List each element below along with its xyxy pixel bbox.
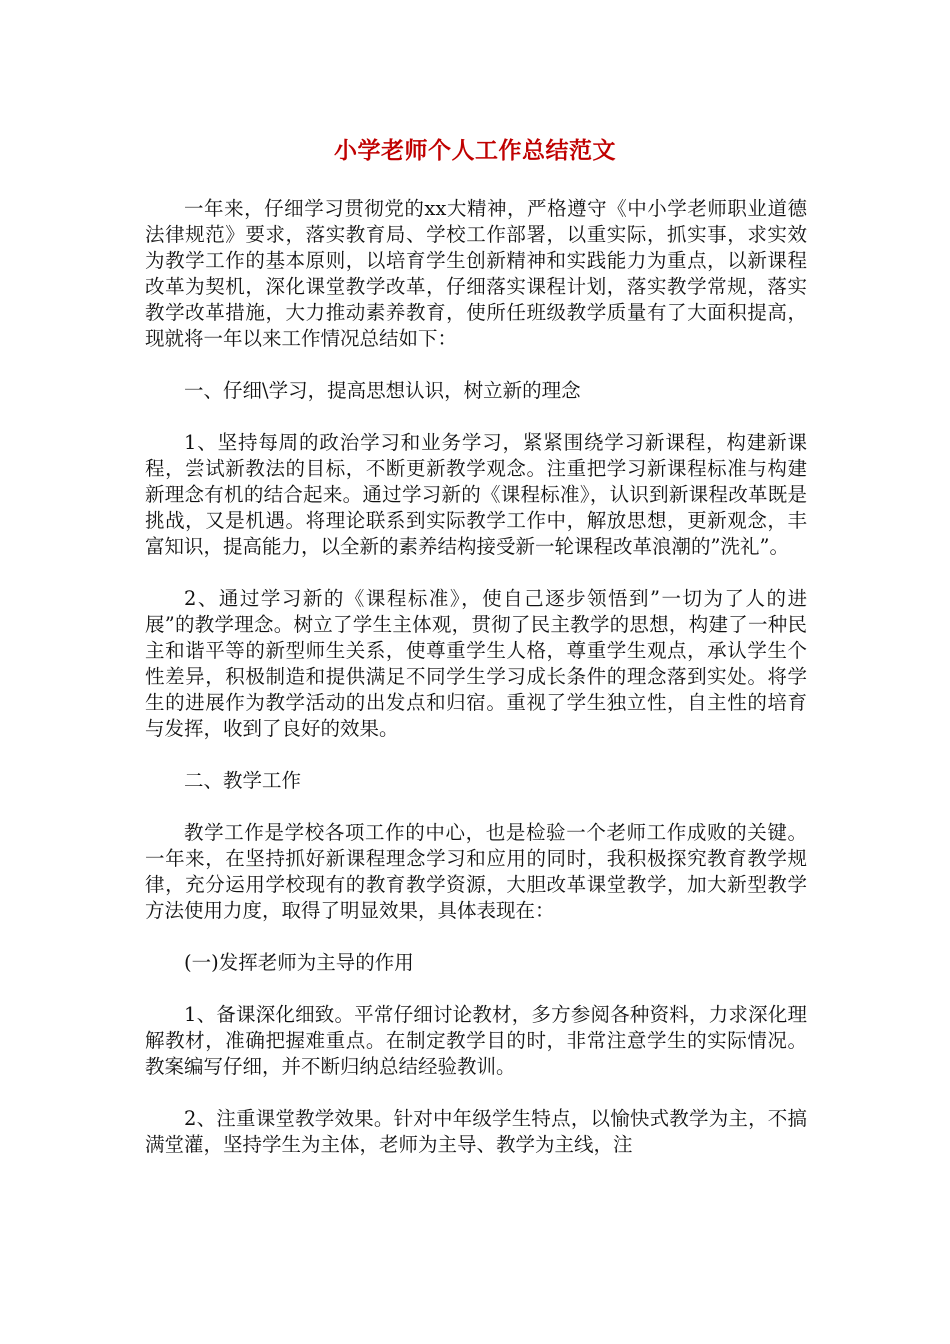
paragraph-2-intro: 教学工作是学校各项工作的中心，也是检验一个老师工作成败的关键。一年来，在坚持抓好新课程理念学习和应用的同时，我积极探究教育教学规律，充分运用学校现有的教育教学资源，大胆改革课堂教学，加大新型教学方法使用力度，取得了明显效果，具体表现在： (145, 821, 807, 922)
section-heading-1: 一、仔细\学习，提高思想认识，树立新的理念 (184, 379, 581, 402)
paragraph-2-1-2: 2、注重课堂教学效果。针对中年级学生特点，以愉快式教学为主，不搞满堂灌，坚持学生为主体，老师为主导、教学为主线，注 (145, 1107, 807, 1156)
paragraph-intro: 一年来，仔细学习贯彻党的xx大精神，严格遵守《中小学老师职业道德法律规范》要求，落实教育局、学校工作部署，以重实际，抓实事，求实效为教学工作的基本原则，以培育学生创新精神和实践能力为重点，以新课程改革为契机，深化课堂教学改革，仔细落实课程计划，落实教学常规，落实教学改革措施，大力推动素养教育，使所任班级教学质量有了大面积提高，现就将一年以来工作情况总结如下： (145, 197, 807, 350)
section-heading-2: 二、教学工作 (184, 769, 302, 792)
paragraph-1-1: 1、坚持每周的政治学习和业务学习，紧紧围绕学习新课程，构建新课程，尝试新教法的目标，不断更新教学观念。注重把学习新课程标准与构建新理念有机的结合起来。通过学习新的《课程标准》，认识到新课程改革既是挑战，又是机遇。将理论联系到实际教学工作中，解放思想，更新观念，丰富知识，提高能力，以全新的素养结构接受新一轮课程改革浪潮的”洗礼”。 (145, 431, 807, 558)
document-title: 小学老师个人工作总结范文 (334, 138, 616, 164)
subsection-heading-2-1: (一)发挥老师为主导的作用 (184, 951, 414, 974)
document-body (145, 196, 807, 1158)
paragraph-2-1-1: 1、备课深化细致。平常仔细讨论教材，多方参阅各种资料，力求深化理解教材，准确把握难重点。在制定教学目的时，非常注意学生的实际情况。教案编写仔细，并不断归纳总结经验教训。 (145, 1003, 807, 1078)
paragraph-1-2: 2、通过学习新的《课程标准》，使自己逐步领悟到”一切为了人的进展”的教学理念。树立了学生主体观，贯彻了民主教学的思想，构建了一种民主和谐平等的新型师生关系，使尊重学生人格，尊重学生观点，承认学生个性差异，积极制造和提供满足不同学生学习成长条件的理念落到实处。将学生的进展作为教学活动的出发点和归宿。重视了学生独立性，自主性的培育与发挥，收到了良好的效果。 (145, 587, 807, 740)
